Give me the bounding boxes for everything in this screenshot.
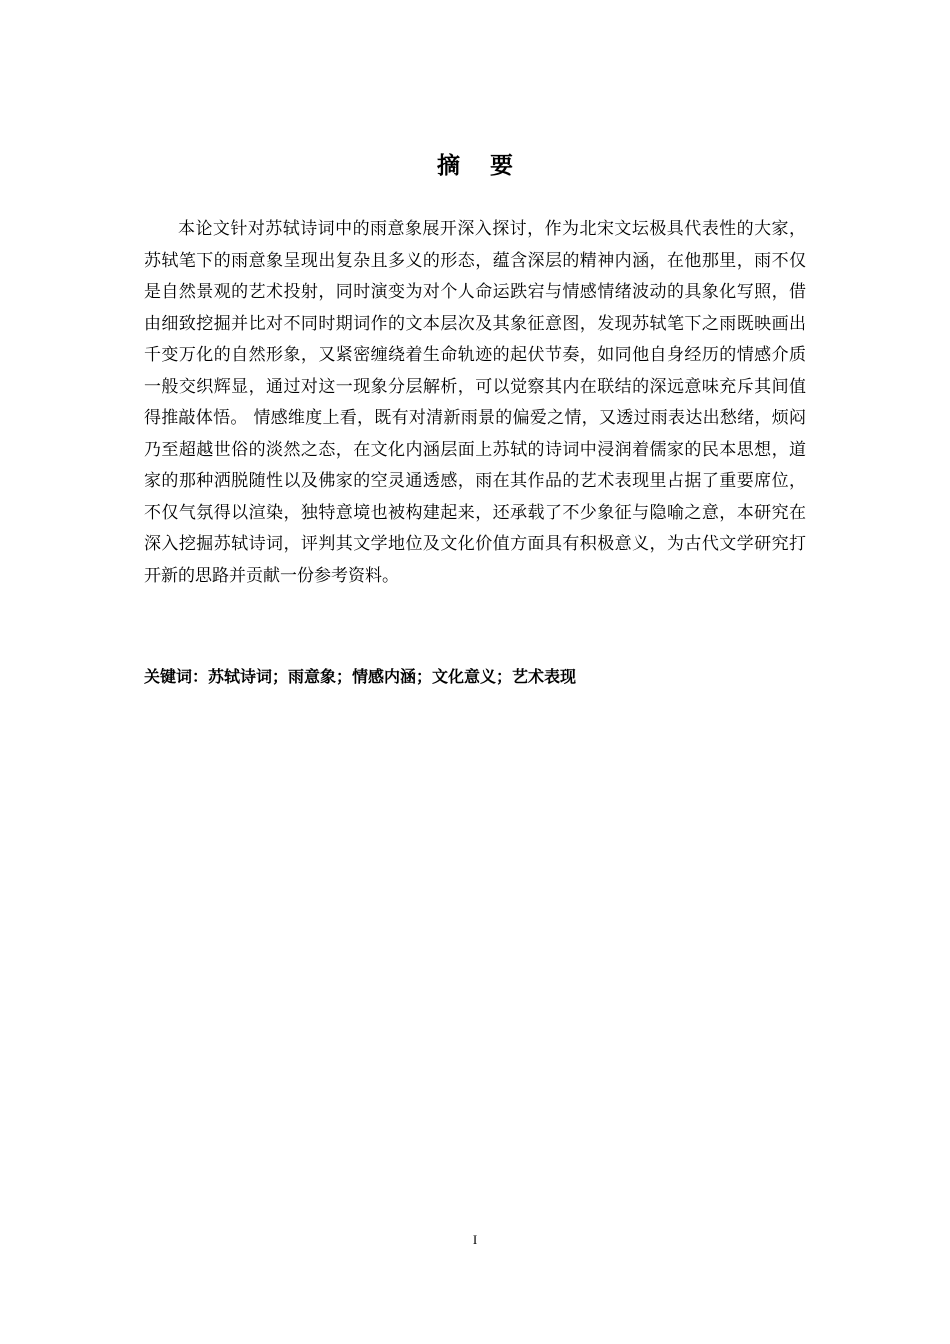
abstract-title: 摘要 <box>437 153 543 179</box>
page-number: I <box>472 1232 478 1247</box>
abstract-body: 本论文针对苏轼诗词中的雨意象展开深入探讨，作为北宋文坛极具代表性的大家，苏轼笔下的雨意象呈现出复杂且多义的形态，蕴含深层的精神内涵，在他那里，雨不仅是自然景观的艺术投射，同时演变为对个人命运跌宕与情感情绪波动的具象化写照，借由细致挖掘并比对不同时期词作的文本层次及其象征意图，发现苏轼笔下之雨既映画出千变万化的自然形象，又紧密缠绕着生命轨迹的起伏节奏，如同他自身经历的情感介质一般交织辉显，通过对这一现象分层解析，可以觉察其内在联结的深远意味充斥其间值得推敲体悟。 情感维度上看，既有对清新雨景的偏爱之情，又透过雨表达出愁绪，烦闷乃至超越世俗的淡然之态，在文化内涵层面上苏轼的诗词中浸润着儒家的民本思想，道家的那种洒脱随性以及佛家的空灵通透感，雨在其作品的艺术表现里占据了重要席位，不仅气氛得以渲染，独特意境也被构建起来，还承载了不少象征与隐喻之意，本研究在深入挖掘苏轼诗词，评判其文学地位及文化价值方面具有积极意义，为古代文学研究打开新的思路并贡献一份参考资料。 <box>144 219 806 586</box>
keywords-line: 关键词：苏轼诗词；雨意象；情感内涵；文化意义；艺术表现 <box>144 667 577 686</box>
